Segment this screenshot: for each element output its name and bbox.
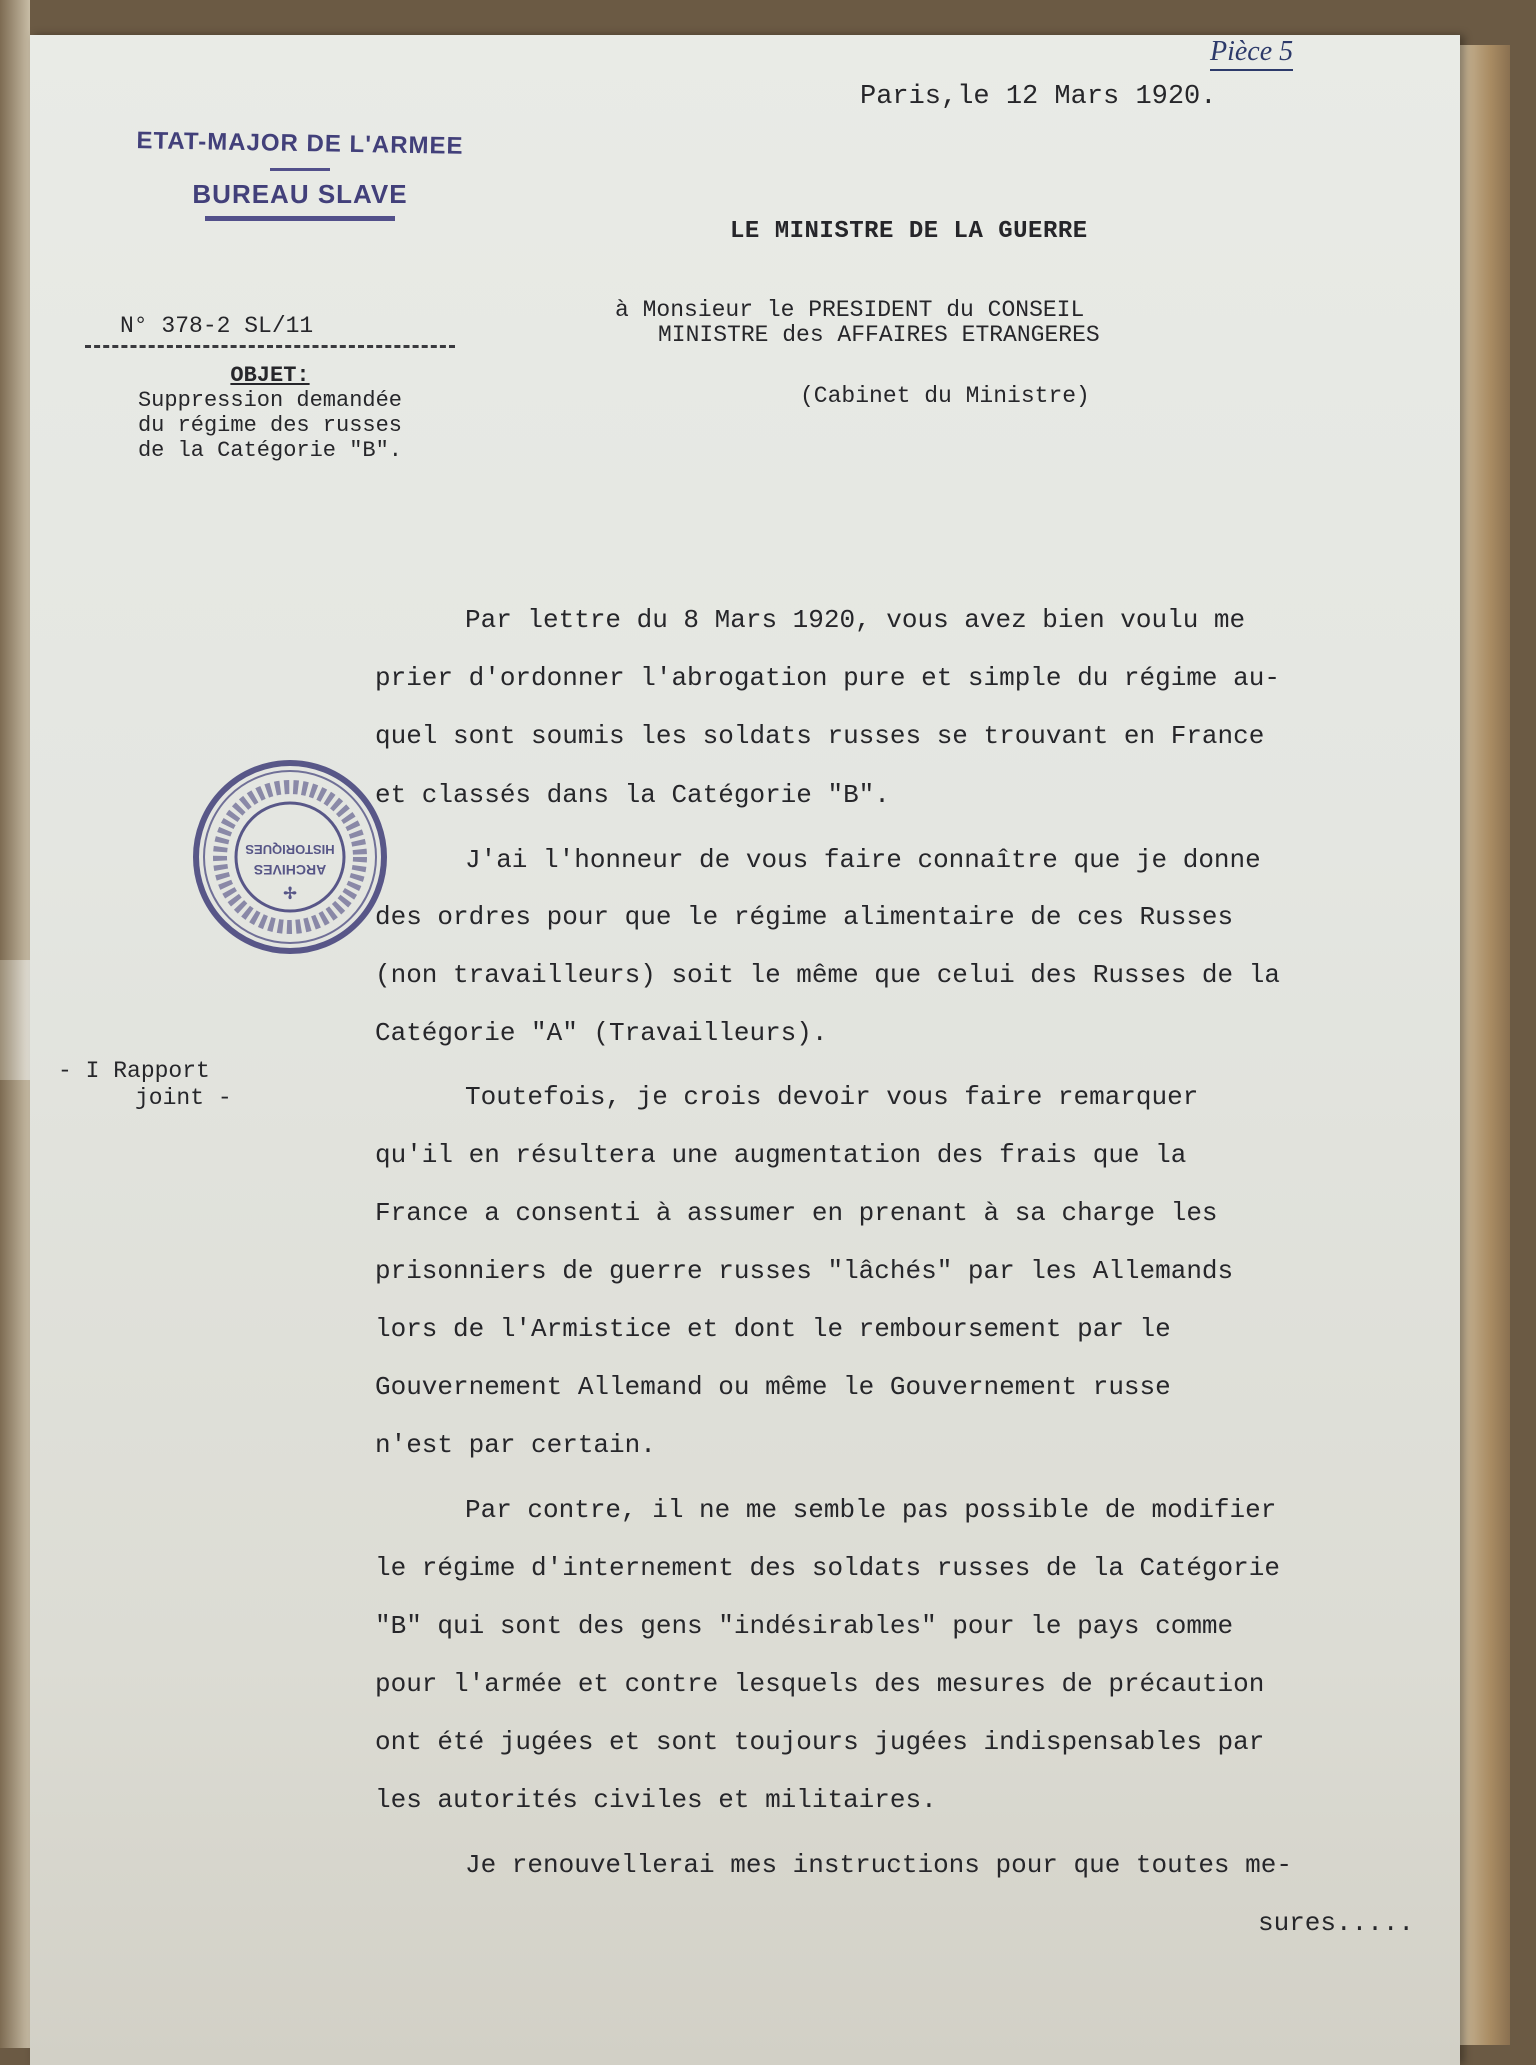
- letter-date: Paris,le 12 Mars 1920.: [860, 82, 1217, 112]
- letter-heading: LE MINISTRE DE LA GUERRE: [730, 218, 1088, 245]
- body-line: Toutefois, je crois devoir vous faire remarquer: [465, 1082, 1199, 1112]
- body-line: Catégorie "A" (Travailleurs).: [375, 1018, 828, 1048]
- stamp-line-2: BUREAU SLAVE: [192, 179, 408, 209]
- body-line: prisonniers de guerre russes "lâchés" par les Allemands: [375, 1256, 1234, 1286]
- office-stamp: [130, 127, 470, 221]
- body-line: sures.....: [1258, 1908, 1415, 1938]
- attachment-note-line-1: - I Rapport: [58, 1058, 210, 1084]
- body-line: J'ai l'honneur de vous faire connaître que je donne: [465, 845, 1261, 875]
- addressee-line-1: à Monsieur le PRESIDENT du CONSEIL: [615, 297, 1085, 323]
- subject-line: du régime des russes: [137, 413, 403, 438]
- addressee-cabinet: (Cabinet du Ministre): [800, 383, 1090, 409]
- body-line: France a consenti à assumer en prenant à sa charge les: [375, 1198, 1218, 1228]
- attachment-note-line-2: joint -: [135, 1085, 232, 1111]
- addressee-line-2: MINISTRE des AFFAIRES ETRANGERES: [658, 322, 1100, 348]
- subject-line: Suppression demandée: [137, 388, 403, 413]
- subject-title: OBJET:: [230, 363, 310, 388]
- body-line: n'est par certain.: [375, 1430, 656, 1460]
- body-line: (non travailleurs) soit le même que celui des Russes de la: [375, 960, 1280, 990]
- body-line: pour l'armée et contre lesquels des mesures de précaution: [375, 1669, 1265, 1699]
- body-line: qu'il en résultera une augmentation des frais que la: [375, 1140, 1187, 1170]
- svg-text:ARCHIVES: ARCHIVES: [253, 862, 327, 878]
- body-line: Par contre, il ne me semble pas possible de modifier: [465, 1495, 1277, 1525]
- svg-text:✢: ✢: [283, 883, 297, 900]
- body-line: et classés dans la Catégorie "B".: [375, 780, 890, 810]
- subject-block: [80, 363, 460, 463]
- reference-divider: [85, 345, 455, 348]
- body-line: Je renouvellerai mes instructions pour que toutes me-: [465, 1850, 1292, 1880]
- body-line: "B" qui sont des gens "indésirables" pour le pays comme: [375, 1611, 1234, 1641]
- body-line: Par lettre du 8 Mars 1920, vous avez bien voulu me: [465, 605, 1246, 635]
- stamp-line-1: ETAT-MAJOR DE L'ARMEE: [136, 127, 464, 160]
- body-line: prier d'ordonner l'abrogation pure et simple du régime au-: [375, 663, 1280, 693]
- body-line: le régime d'internement des soldats russes de la Catégorie: [375, 1553, 1280, 1583]
- reference-number: N° 378-2 SL/11: [120, 313, 314, 339]
- letter-page: [30, 35, 1460, 2065]
- subject-line: de la Catégorie "B".: [137, 438, 403, 463]
- stamp-underline: [205, 216, 395, 221]
- page-fold: [0, 960, 30, 1080]
- body-line: ont été jugées et sont toujours jugées indispensables par: [375, 1727, 1265, 1757]
- body-line: des ordres pour que le régime alimentaire de ces Russes: [375, 902, 1234, 932]
- body-line: lors de l'Armistice et dont le remboursement par le: [375, 1314, 1171, 1344]
- handwritten-annotation: Pièce 5: [1210, 35, 1293, 71]
- svg-text:HISTORIQUES: HISTORIQUES: [245, 842, 335, 857]
- archives-seal-icon: [190, 757, 390, 957]
- underlying-pages-edge: [1460, 45, 1510, 2045]
- body-line: les autorités civiles et militaires.: [375, 1785, 937, 1815]
- body-line: Gouvernement Allemand ou même le Gouvernement russe: [375, 1372, 1171, 1402]
- body-line: quel sont soumis les soldats russes se trouvant en France: [375, 721, 1265, 751]
- stamp-separator: [270, 168, 330, 171]
